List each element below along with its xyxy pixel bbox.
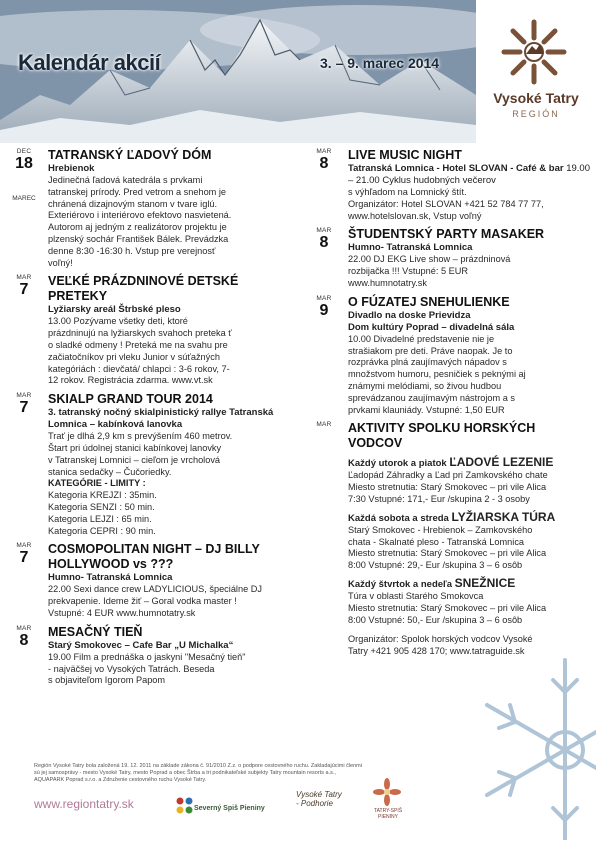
event-title: TATRANSKÝ ĽADOVÝ DÓM [48,148,212,162]
sun-emblem-icon [476,0,596,90]
event-day: 9 [319,301,329,319]
event-title: AKTIVITY SPOLKU HORSKÝCH VODCOV [348,421,536,451]
event-description: s výhľadom na Lomnický štít. Organizátor: Hotel SLOVAN +421 52 784 77 77, www.hotelslovan.sk, Vstup voľný [348,187,544,221]
date-badge [10,625,38,650]
footer-note: Región Vysoké Tatry bola založená 19. 12. 2011 na základe zákona č. 91/2010 Z.z. o podpore cestovného ruchu. Zakladajúcimi členmi sú jej samosprávy - mesto Vysoké Tatry, mesto Poprad a obec Štrba a tri podnikateľské subjekty Tatry mountain resorts a.s., AQUAPARK Poprad s.r.o. a Združenie cestovného ruchu Vysoké Tatry. [34,763,362,783]
event-month: MAR [16,274,32,282]
event-description: 13.00 Pozývame všetky deti, ktoré prázdninujú na lyžiarskych svahoch preteka ť o sladké odmeny ! Preteká me na svahu pre začiatočníkov pri vleku Junior v súťažných kategóriách : dievčatá/ chlapci : 3-6 rokov, 7- 12 rokov. Registrácia zdarma. www.vt.sk [48,316,232,386]
snowflake-icon [470,640,596,840]
event-day: 7 [19,399,29,417]
category-label: KATEGÓRIE - LIMITY : [48,478,146,489]
partner-logo-spis: Severný Spiš Pieniny [194,805,265,812]
event-location: Humno- Tatranská Lomnica [48,572,173,584]
activity-title: Každá sobota a streda LYŽIARSKA TÚRA [348,509,556,524]
event-month-end: MAREC [12,195,36,202]
date-range: 3. – 9. marec 2014 [320,55,440,71]
event-title: MESAČNÝ TIEŇ [48,624,143,639]
event-cosmopolitan [10,542,300,619]
event-title: LIVE MUSIC NIGHT [348,148,462,162]
website-link[interactable]: www.regiontatry.sk [34,797,134,811]
event-location: Starý Smokovec – Cafe Bar „U Michalka“ [48,639,234,651]
event-kids-race [10,274,300,387]
page-title: Kalendár akcií [18,50,161,75]
event-title: VEĽKÉ PRÁZDNINOVÉ DETSKÉ PRETEKY [48,274,239,304]
event-title: ŠTUDENTSKÝ PARTY MASAKER [348,227,545,242]
event-description: 10.00 Divadelné predstavenie nie je strašiakom pre deti. Práve naopak. Je to rozprávka plná zaujímavých nápadov s množstvom humoru, pesničiek s peknými aj známymi melódiami, so živou hudbou sprevádzanou zaujímavým nástrojom a s prvkami klauniády. Vstupné: 1,50 EUR [348,333,526,415]
event-location: Lyžiarsky areál Štrbské pleso [48,304,181,316]
event-title: COSMOPOLITAN NIGHT – DJ BILLY HOLLYWOOD vs ??? [48,542,260,572]
event-month: MAR [316,294,332,302]
event-location: Tatranská Lomnica - Hotel SLOVAN - Café & bar 19.00 – 21.00 Cyklus hudobných večerov [348,163,590,186]
event-day: 8 [319,234,329,252]
date-badge [10,392,38,417]
event-live-music [310,148,590,222]
date-badge [310,421,338,428]
date-badge [310,148,338,173]
logo-region: REGIÓN [512,109,560,119]
activity-description: Ľadopád Záhradky a Ľad pri Zamkovského chate Miesto stretnutia: Starý Smokovec – pri vile Alica 7:30 Vstupné: 171,- Eur /skupina 2 - 3 osoby [348,470,548,504]
event-location: 3. tatranský nočný skialpinistický rallye Tatranská Lomnica – kabínková lanovka [48,407,274,431]
event-day: 8 [19,631,29,649]
event-location: Hrebienok [48,163,95,174]
event-location: Humno- Tatranská Lomnica [348,242,473,254]
date-badge [310,227,338,252]
date-badge [310,295,338,320]
event-ice-dome [10,148,300,269]
region-logo[interactable] [476,0,596,143]
event-moon-shadow [10,625,300,687]
event-month: MAR [316,148,332,155]
event-skialp [10,392,300,537]
partner-logo-podhorie: Vysoké Tatry - Podhorie [296,790,342,808]
event-description: 22.00 Sexi dance crew LADYLICIOUS, špeciálne DJ prekvapenie. Ideme žiť – Goral vodka master ! Vstupné: 4 EUR www.humnotatry.sk [48,584,262,618]
event-day: 8 [319,155,329,172]
event-description: Trať je dlhá 2,9 km s prevýšením 460 metrov. Štart pri údolnej stanici kabínkovej lanovky v Tatranskej Lomnici – cieľom je vrcholová stanica sedačky – Čučoriedky. [48,431,233,477]
right-column [310,148,590,663]
mountain-banner [0,0,476,143]
event-month: MAR [16,624,32,632]
activity-title: Každý štvrtok a nedeľa SNEŽNICE [348,575,516,590]
header [0,0,596,143]
partner-logo-tatry-spis: TATRY-SPIŠ PIENINY [373,808,403,820]
event-month: MAR [316,421,332,429]
event-month: MAR [16,392,32,400]
event-title: SKIALP GRAND TOUR 2014 [48,392,213,407]
event-snow-white [310,295,590,417]
event-organizer: Divadlo na doske Prievidza [348,309,471,321]
event-location: Dom kultúry Poprad – divadelná sála [348,321,515,333]
partner-flower-icon [372,778,402,806]
activity-description: Túra v oblasti Starého Smokovca Miesto stretnutia: Starý Smokovec – pri vile Alica 8:00 Vstupné: 50,- Eur /skupina 3 – 6 osôb [348,590,547,625]
event-month: MAR [316,227,332,235]
event-title: O FÚZATEJ SNEHULIENKE [348,294,510,309]
event-day: 18 [15,155,33,172]
event-description: Jedinečná ľadová katedrála s prvkami tatranskej prírody. Pred vetrom a snehom je chránená dizajnovým stanom v tvare iglú. Exteriérovo i interiérovo efektovo nasvietená. Autorom aj jedným z realizátorov projektu je plzenský sochár František Bálek. Prevádzka denne 8:30 -16:30 h. Vstup pre verejnosť voľný! [48,175,232,268]
event-month: DEC [16,148,32,155]
event-mountain-guides [310,421,590,658]
event-description: 22.00 DJ EKG Live show – prázdninová rozbijačka !!! Vstupné: 5 EUR www.humnotatry.sk [348,254,511,288]
left-column [10,148,300,692]
activity-title: Každý utorok a piatok ĽADOVÉ LEZENIE [348,455,554,470]
activity-description: Starý Smokovec - Hrebienok – Zamkovského chata - Skalnaté pleso - Tatranská Lomnica Miesto stretnutia: Starý Smokovec – pri vile Alica 8:00 Vstupné: 29,- Eur /skupina 3 – 6 osôb [348,524,547,571]
category-list: Kategoria KREJZI : 35min. Kategoria SENZI : 50 min. Kategoria LEJZI : 65 min. Kategoria CEPRI : 90 min. [48,490,157,536]
date-badge [10,148,38,202]
date-badge [10,274,38,299]
event-student-party [310,227,590,289]
partner-logo-dots-icon [176,797,194,819]
event-description: 19.00 Film a prednáška o jaskyni "Mesačný tieň" - najväčšej vo Vysokých Tatrách. Beseda s objaviteľom Igorom Papom [48,651,246,686]
logo-name: Vysoké Tatry [493,90,579,106]
event-month: MAR [16,542,32,550]
event-day: 7 [19,281,29,299]
event-day: 7 [19,549,29,567]
date-badge [10,542,38,567]
organizer-info: Organizátor: Spolok horských vodcov Vysoké Tatry +421 905 428 170; www.tatraguide.sk [348,634,533,657]
